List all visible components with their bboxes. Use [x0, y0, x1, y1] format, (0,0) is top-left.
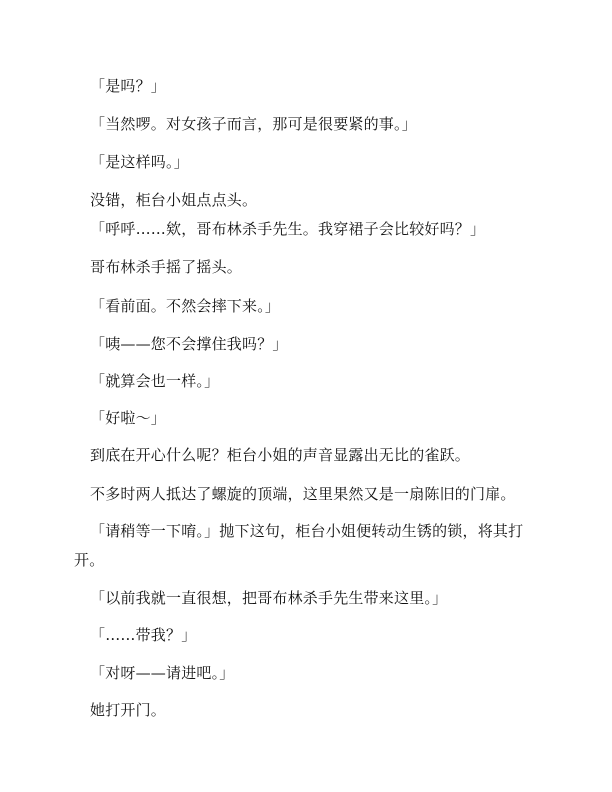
- text-line-7: 「看前面。不然会摔下来。」: [90, 297, 281, 315]
- text-line-17: 她打开门。: [90, 701, 167, 719]
- text-line-15: 「……带我？」: [90, 626, 197, 644]
- text-line-16: 「对呀——请进吧。」: [90, 664, 235, 682]
- text-line-12: 不多时两人抵达了螺旋的顶端，这里果然又是一扇陈旧的门扉。: [90, 485, 516, 503]
- text-line-3: 「是这样吗。」: [90, 153, 189, 171]
- text-line-2: 「当然啰。对女孩子而言，那可是很要紧的事。」: [90, 115, 417, 133]
- text-line-13-continued: 开。: [74, 551, 105, 569]
- text-line-5: 「呼呼……欸，哥布林杀手先生。我穿裙子会比较好吗？」: [90, 220, 486, 238]
- text-line-11: 到底在开心什么呢？柜台小姐的声音显露出无比的雀跃。: [90, 446, 471, 464]
- text-line-8: 「咦——您不会撑住我吗？」: [90, 335, 288, 353]
- text-line-1: 「是吗？」: [90, 77, 167, 95]
- text-line-14: 「以前我就一直很想，把哥布林杀手先生带来这里。」: [90, 589, 448, 607]
- text-line-6: 哥布林杀手摇了摇头。: [90, 258, 243, 276]
- text-line-9: 「就算会也一样。」: [90, 372, 220, 390]
- text-line-10: 「好啦～」: [90, 409, 167, 427]
- text-line-13: 「请稍等一下唷。」抛下这句，柜台小姐便转动生锈的锁，将其打: [90, 522, 524, 540]
- text-line-4: 没错，柜台小姐点点头。: [90, 191, 258, 209]
